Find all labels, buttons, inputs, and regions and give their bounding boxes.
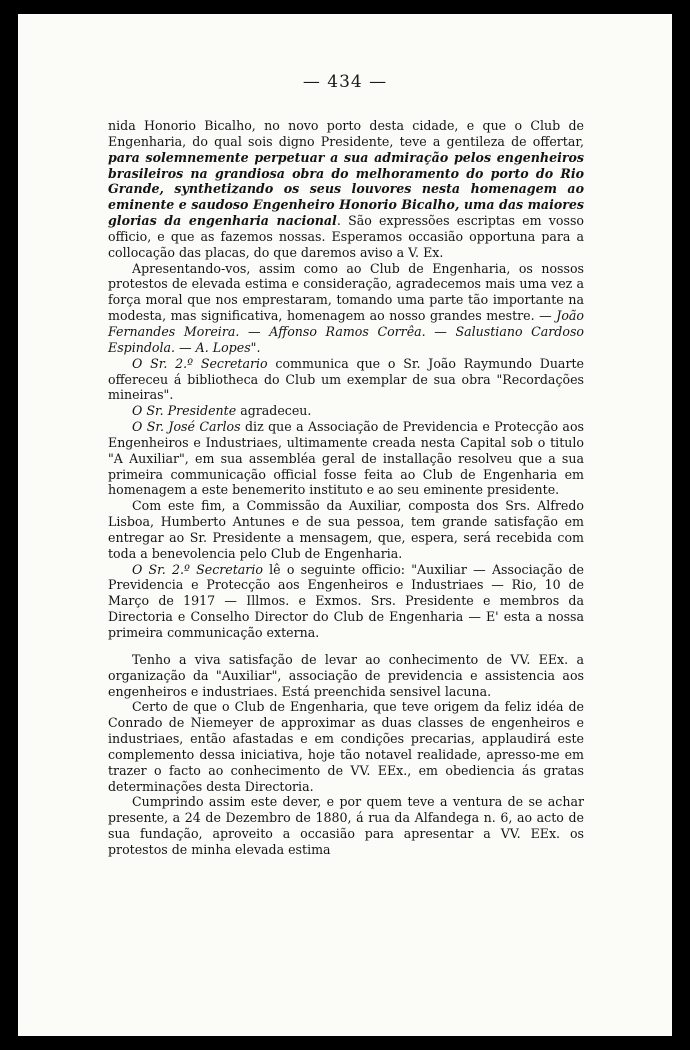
paragraph-5 — [108, 419, 584, 498]
p1-text-end: . São expressões escriptas em vosso officio, e que as fazemos nossas. Esperamos occasião opportuna para a collocação das placas, do que daremos aviso a V. Ex. — [108, 213, 585, 260]
p3-text: communica que o Sr. João Raymundo Duarte offereceu á bibliotheca do Club um exemplar de sua obra "Recordações mineiras". — [108, 355, 584, 403]
paragraph-1 — [108, 118, 584, 261]
paragraph-3 — [108, 356, 584, 404]
p5-speaker: O Sr. José Carlos — [132, 419, 241, 435]
paragraph-10: Cumprindo assim este dever, e por quem teve a ventura de se achar presente, a 24 de Dezembro de 1880, á rua da Alfandega n. 6, ao acto de sua fundação, aproveito a occasião para apresentar a VV. EEx. os protestos de minha elevada estima — [108, 794, 584, 857]
paragraph-8: Tenho a viva satisfação de levar ao conhecimento de VV. EEx. a organização da "Auxiliar", associação de previdencia e assistencia aos engenheiros e industriaes. Está preenchida sensivel lacuna. — [108, 651, 584, 699]
scanned-page — [18, 14, 672, 1036]
p1-text: nida Honorio Bicalho, no novo porto desta cidade, e que o Club de Engenharia, do qual sois digno Presidente, teve a gentileza de offertar, — [108, 118, 584, 149]
p7-text: lê o seguinte officio: "Auxiliar — Associação de Previdencia e Protecção aos Engenheiros e Industriaes — Rio, 10 de Março de 1917 — Illmos. e Exmos. Srs. Presidente e membros da Directoria e Conselho Director do Club de Engenharia — E' esta a nossa primeira communicação externa. — [108, 561, 584, 640]
paragraph-2 — [108, 261, 584, 356]
p5-text: diz que a Associação de Previdencia e Protecção aos Engenheiros e Industriaes, ultimamente creada nesta Capital sob o titulo "A Auxiliar", em sua assembléa geral de installação resolveu que a sua primeira communicação official fosse feita ao Club de Engenharia em homenagem a este benemerito instituto e ao seu eminente presidente. — [108, 419, 584, 498]
paragraph-6: Com este fim, a Commissão da Auxiliar, composta dos Srs. Alfredo Lisboa, Humberto Antunes e de sua pessoa, tem grande satisfação em entregar ao Sr. Presidente a mensagem, que, espera, será recebida com toda a benevolencia pelo Club de Engenharia. — [108, 498, 584, 561]
paragraph-7 — [108, 562, 584, 641]
p4-text: agradeceu. — [236, 403, 312, 419]
p2-text: Apresentando-vos, assim como ao Club de Engenharia, os nossos protestos de elevada estima e consideração, agradecemos mais uma vez a força moral que nos emprestaram, tomando uma parte tão importante na modesta, mas significativa, homenagem ao nosso grandes mestre. — — [108, 260, 584, 324]
p1-italic-quote: para solemnemente perpetuar a sua admiração pelos engenheiros brasileiros na grandiosa obra do melhoramento do porto do Rio Grande, synthetizando os seus louvores nesta homenagem ao eminente e saudoso Engenheiro Honorio Bicalho, uma das maiores glorias da engenharia nacional — [108, 149, 584, 229]
p3-speaker: O Sr. 2.º Secretario — [132, 355, 268, 371]
paragraph-4 — [108, 403, 584, 419]
paragraph-9: Certo de que o Club de Engenharia, que teve origem da feliz idéa de Conrado de Niemeyer de approximar as duas classes de engenheiros e industriaes, então afastadas e em condições precarias, applaudirá este complemento dessa iniciativa, hoje tão notavel realidade, apresso-me em trazer o facto ao conhecimento de VV. EEx., em obediencia ás gratas determinações desta Directoria. — [108, 699, 584, 794]
page-number: — 434 — — [302, 72, 388, 92]
p7-speaker: O Sr. 2.º Secretario — [132, 561, 263, 577]
p4-speaker: O Sr. Presidente — [132, 403, 237, 419]
p2-signatures: João Fernandes Moreira. — Affonso Ramos Corrêa. — Salustiano Cardoso Espindola. — A. Lopes". — [108, 308, 584, 355]
body-text — [108, 118, 584, 858]
